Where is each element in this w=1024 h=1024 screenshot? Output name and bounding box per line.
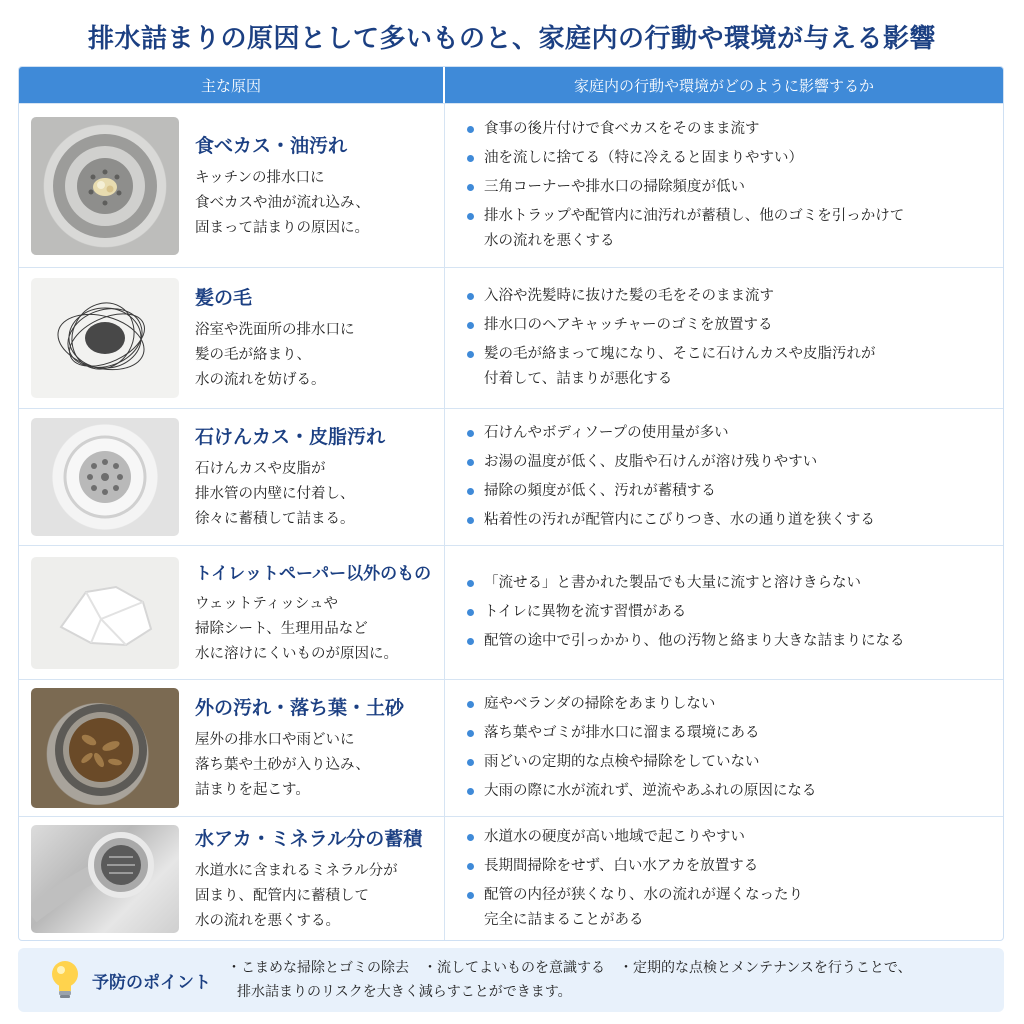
- list-item: [467, 721, 1003, 746]
- cause-text: [195, 422, 385, 532]
- cause-cell: [19, 680, 445, 816]
- cause-description-line: 固まり、配管内に蓄積して: [195, 887, 369, 904]
- cause-description: [195, 859, 422, 934]
- cause-text: [195, 693, 404, 803]
- bullet-icon: [467, 430, 474, 437]
- effect-text: 排水トラップや配管内に油汚れが蓄積し、他のゴミを引っかけて: [484, 208, 905, 224]
- bullet-icon: [467, 126, 474, 133]
- cause-description-line: 食べカスや油が流れ込み、: [195, 194, 370, 211]
- page-title: 排水詰まりの原因として多いものと、家庭内の行動や環境が与える影響: [87, 24, 936, 54]
- effects-cell: [445, 104, 1003, 267]
- effect-text: 入浴や洗髪時に抜けた髪の毛をそのまま流す: [484, 288, 774, 304]
- cause-text: [195, 283, 355, 393]
- list-item: [467, 508, 1003, 533]
- effect-text: 付着して、詰まりが悪化する: [484, 371, 673, 387]
- list-item: [467, 175, 1003, 200]
- cause-description-line: 固まって詰まりの原因に。: [195, 219, 369, 236]
- header-impact: 家庭内の行動や環境がどのように影響するか: [573, 76, 874, 95]
- effect-text: 配管の途中で引っかかり、他の汚物と絡まり大きな詰まりになる: [484, 633, 905, 649]
- bullet-icon: [467, 488, 474, 495]
- cause-description-line: 徐々に蓄積して詰まる。: [195, 511, 355, 527]
- cause-text: [195, 824, 422, 934]
- effects-cell: [445, 817, 1003, 940]
- effect-text: 石けんやボディソープの使用量が多い: [484, 425, 729, 441]
- bullet-icon: [467, 155, 474, 162]
- bullet-icon: [467, 293, 474, 300]
- cause-description-line: 詰まりを起こす。: [195, 782, 310, 798]
- table-row: [19, 545, 1003, 679]
- wet-tissue-image: [31, 557, 179, 669]
- list-item: [467, 825, 1003, 850]
- cause-description-line: キッチンの排水口に: [195, 169, 325, 186]
- mineral-pipe-image: [31, 825, 179, 933]
- footer-text: [227, 956, 912, 1004]
- cause-title: 水アカ・ミネラル分の蓄積: [195, 827, 423, 850]
- kitchen-sink-drain-image: [31, 117, 179, 255]
- effects-cell: [445, 546, 1003, 679]
- table-header: [19, 67, 1003, 103]
- prevention-tips: [18, 948, 1004, 1012]
- bullet-icon: [467, 580, 474, 587]
- effect-text: 大雨の際に水が流れず、逆流やあふれの原因になる: [484, 783, 817, 799]
- cause-cell: [19, 409, 445, 545]
- cause-title: トイレットペーパー以外のもの: [195, 563, 432, 584]
- cause-description-line: 水道水に含まれるミネラル分が: [195, 862, 398, 879]
- list-item: [467, 284, 1003, 309]
- causes-table: [18, 66, 1004, 941]
- bullet-icon: [467, 701, 474, 708]
- cause-description-line: ウェットティッシュや: [195, 595, 338, 612]
- footer-line: ・こまめな掃除とゴミの除去 ・流してよいものを意識する ・定期的な点検とメンテナンスを行うことで、: [227, 960, 912, 976]
- cause-description-line: 水の流れを妨げる。: [195, 372, 326, 388]
- bullet-icon: [467, 459, 474, 466]
- cause-description-line: 水の流れを悪くする。: [195, 912, 340, 929]
- cause-title: 食べカス・油汚れ: [195, 134, 348, 157]
- cause-text: [195, 131, 370, 241]
- effect-text: 髪の毛が絡まって塊になり、そこに石けんカスや皮脂汚れが: [484, 346, 876, 362]
- effect-text: 水道水の硬度が高い地域で起こりやすい: [484, 828, 745, 845]
- list-item: [467, 450, 1003, 475]
- bullet-icon: [467, 759, 474, 766]
- cause-text: [195, 559, 431, 667]
- list-item: [467, 692, 1003, 717]
- effect-text: 食事の後片付けで食べカスをそのまま流す: [484, 121, 760, 137]
- cause-description: [195, 457, 385, 532]
- cause-description-line: 掃除シート、生理用品など: [195, 620, 368, 637]
- cause-title: 髪の毛: [195, 287, 253, 309]
- effects-cell: [445, 409, 1003, 545]
- bullet-icon: [467, 834, 474, 841]
- bullet-icon: [467, 863, 474, 870]
- cause-description-line: 排水管の内壁に付着し、: [195, 486, 355, 502]
- list-item: [467, 750, 1003, 775]
- cause-cell: [19, 817, 445, 940]
- bullet-icon: [467, 517, 474, 524]
- list-item: [467, 779, 1003, 804]
- effect-text: 「流せる」と書かれた製品でも大量に流すと溶けきらない: [484, 575, 861, 591]
- bullet-icon: [467, 788, 474, 795]
- list-item: [467, 421, 1003, 446]
- lightbulb-icon: [48, 958, 82, 1002]
- effect-text: お湯の温度が低く、皮脂や石けんが溶け残りやすい: [484, 454, 818, 470]
- cause-description-line: 水に溶けにくいものが原因に。: [195, 645, 398, 662]
- table-row: [19, 267, 1003, 408]
- effect-text: 油を流しに捨てる（特に冷えると固まりやすい）: [484, 150, 803, 166]
- list-item: [467, 479, 1003, 504]
- table-row: [19, 408, 1003, 545]
- cause-description-line: 浴室や洗面所の排水口に: [195, 322, 355, 338]
- effect-text: 長期間掃除をせず、白い水アカを放置する: [484, 857, 759, 874]
- effects-cell: [445, 268, 1003, 408]
- effect-text: 掃除の頻度が低く、汚れが蓄積する: [484, 483, 716, 499]
- bullet-icon: [467, 322, 474, 329]
- cause-description: [195, 728, 404, 803]
- table-row: [19, 816, 1003, 940]
- cause-description-line: 落ち葉や土砂が入り込み、: [195, 757, 370, 773]
- cause-cell: [19, 268, 445, 408]
- footer-label: 予防のポイント: [92, 972, 211, 993]
- hair-clump-image: [31, 278, 179, 398]
- cause-description: [195, 318, 355, 393]
- effect-text: トイレに異物を流す習慣がある: [484, 604, 687, 620]
- effect-text: 庭やベランダの掃除をあまりしない: [484, 696, 716, 712]
- cause-description: [195, 592, 431, 667]
- bullet-icon: [467, 638, 474, 645]
- footer-line: 排水詰まりのリスクを大きく減らすことができます。: [237, 984, 572, 1000]
- effect-text: 粘着性の汚れが配管内にこびりつき、水の通り道を狭くする: [484, 512, 875, 528]
- effect-text: 排水口のヘアキャッチャーのゴミを放置する: [484, 317, 773, 333]
- bullet-icon: [467, 730, 474, 737]
- list-item: [467, 600, 1003, 625]
- effect-text: 水の流れを悪くする: [484, 233, 615, 249]
- cause-description-line: 屋外の排水口や雨どいに: [195, 732, 355, 748]
- effects-cell: [445, 680, 1003, 816]
- bullet-icon: [467, 213, 474, 220]
- list-item: [467, 629, 1003, 654]
- cause-cell: [19, 104, 445, 267]
- outdoor-drain-leaves-image: [31, 688, 179, 808]
- bullet-icon: [467, 892, 474, 899]
- bullet-icon: [467, 609, 474, 616]
- cause-title: 石けんカス・皮脂汚れ: [195, 426, 386, 448]
- list-item: [467, 204, 1003, 254]
- list-item: [467, 571, 1003, 596]
- effect-text: 三角コーナーや排水口の掃除頻度が低い: [484, 179, 745, 195]
- cause-title: 外の汚れ・落ち葉・土砂: [195, 697, 405, 719]
- list-item: [467, 854, 1003, 879]
- bullet-icon: [467, 184, 474, 191]
- list-item: [467, 313, 1003, 338]
- list-item: [467, 342, 1003, 392]
- list-item: [467, 117, 1003, 142]
- header-main-cause: 主な原因: [19, 67, 445, 103]
- table-row: [19, 103, 1003, 267]
- cause-description: [195, 166, 370, 241]
- soap-scum-drain-image: [31, 418, 179, 536]
- cause-cell: [19, 546, 445, 679]
- cause-description-line: 石けんカスや皮脂が: [195, 461, 326, 477]
- list-item: [467, 883, 1003, 933]
- bullet-icon: [467, 351, 474, 358]
- effect-text: 落ち葉やゴミが排水口に溜まる環境にある: [484, 725, 760, 741]
- cause-description-line: 髪の毛が絡まり、: [195, 347, 311, 363]
- table-row: [19, 679, 1003, 816]
- effect-text: 完全に詰まることがある: [484, 911, 644, 928]
- effect-text: 雨どいの定期的な点検や掃除をしていない: [484, 754, 760, 770]
- list-item: [467, 146, 1003, 171]
- effect-text: 配管の内径が狭くなり、水の流れが遅くなったり: [484, 886, 803, 903]
